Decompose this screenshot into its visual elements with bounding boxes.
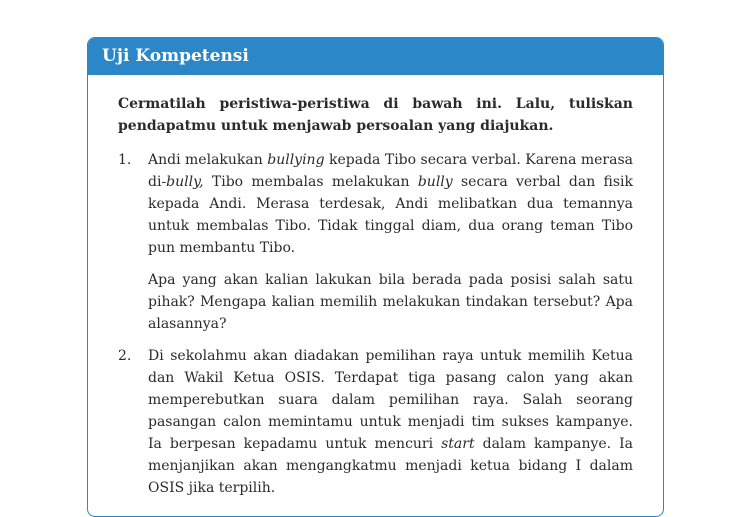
item-content	[148, 149, 633, 335]
item-number: 1.	[118, 152, 132, 168]
item-content	[148, 345, 633, 499]
question-item-1	[118, 149, 633, 335]
item-number: 2.	[118, 348, 132, 364]
scenario-paragraph: Di sekolahmu akan diadakan pemilihan raya untuk memilih Ketua dan Wakil Ketua OSIS. Terdapat tiga pasang calon yang akan memperebutkan suara dalam pemilihan raya. Salah seorang pasangan calon memintamu untuk menjadi tim sukses kampanye. Ia berpesan kepadamu untuk mencuri start dalam kampanye. Ia menjanjikan akan mengangkatmu menjadi ketua bidang I dalam OSIS jika terpilih.	[148, 348, 633, 496]
card-body	[88, 75, 663, 499]
instruction-text: Cermatilah peristiwa-peristiwa di bawah ini. Lalu, tuliskan pendapatmu untuk menjawab persoalan yang diajukan.	[118, 96, 633, 134]
question-paragraph: Apa yang akan kalian lakukan bila berada pada posisi salah satu pihak? Mengapa kalian memilih melakukan tindakan tersebut? Apa alasannya?	[148, 272, 633, 332]
scenario-paragraph: Andi melakukan bullying kepada Tibo secara verbal. Karena merasa di-bully, Tibo membalas melakukan bully secara verbal dan fisik kepada Andi. Merasa terdesak, Andi melibatkan dua temannya untuk membalas Tibo. Tidak tinggal diam, dua orang teman Tibo pun membantu Tibo.	[148, 152, 634, 256]
competency-card	[87, 37, 664, 517]
card-title: Uji Kompetensi	[88, 38, 663, 75]
question-item-2	[118, 345, 633, 499]
